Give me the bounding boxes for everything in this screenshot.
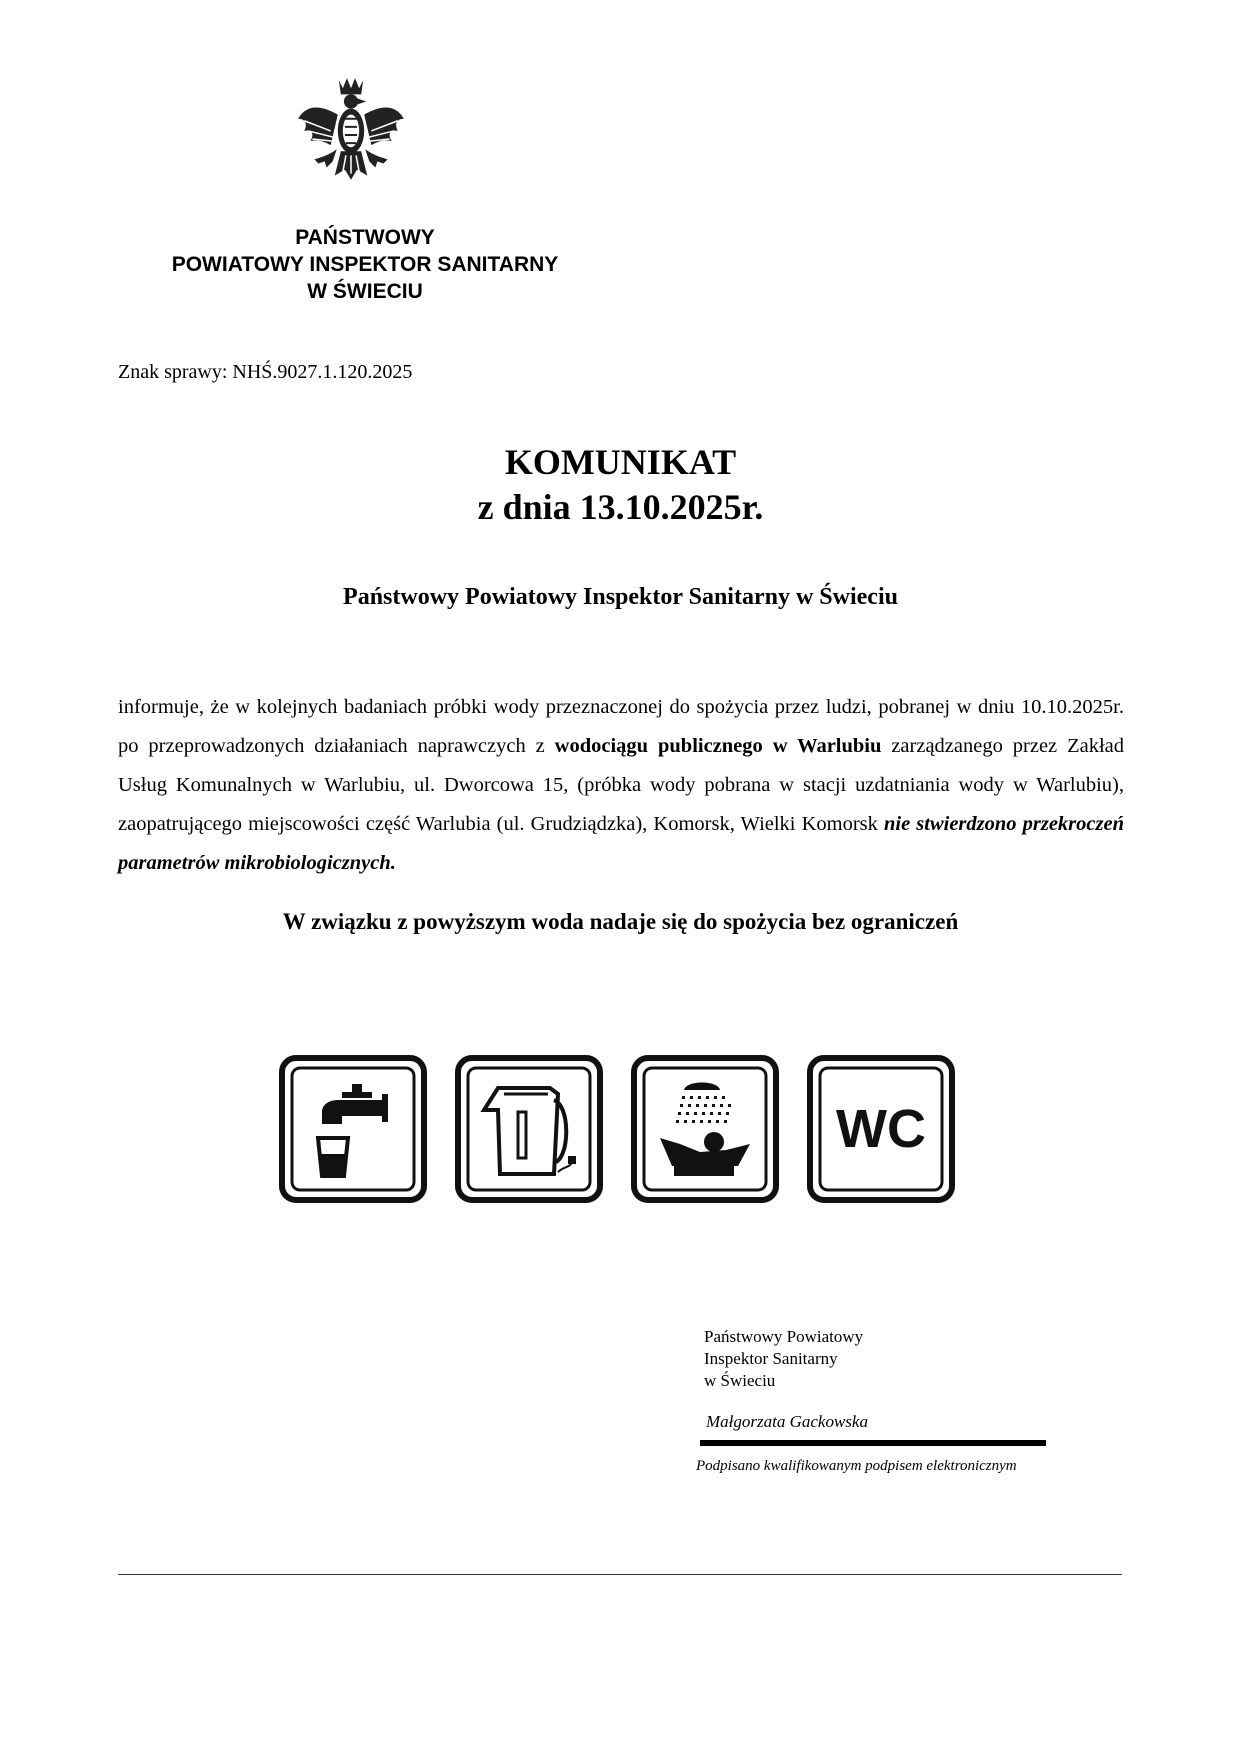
body-result-statement: nie stwierdzono przekroczeń parametrów mikrobiologicznych. [118, 813, 1124, 874]
signatory-block [704, 1326, 863, 1392]
document-title [0, 440, 1241, 530]
wc-icon [806, 1054, 956, 1204]
drinking-water-tap-icon [278, 1054, 428, 1204]
signer-name: Małgorzata Gackowska [706, 1412, 868, 1431]
kettle-icon [454, 1054, 604, 1204]
signatory-line-1: Państwowy Powiatowy [704, 1327, 864, 1346]
issuer-line-3: W ŚWIECIU [307, 280, 423, 303]
signature-line [700, 1440, 1046, 1446]
announcement-body [118, 688, 1124, 883]
issuer-line-1: PAŃSTWOWY [295, 226, 435, 249]
body-text-part-2: zarządzanego przez Zakład Usług Komunalnych w Warlubiu, ul. Dworcowa 15, (próbka wody pobrana w stacji uzdatniania wody w Warlubiu), zaopatrującego miejscowości część Warlubia (ul. Grudziądzka), Komorsk, Wielki Komorsk [118, 735, 1124, 835]
water-usage-icons [278, 1054, 958, 1214]
conclusion-statement: W związku z powyższym woda nadaje się do spożycia bez ograniczeń [282, 909, 959, 934]
title-date: z dnia 13.10.2025r. [477, 487, 764, 527]
signatory-line-3: w Świeciu [704, 1371, 776, 1390]
title-line-1: KOMUNIKAT [504, 442, 737, 482]
case-reference: Znak sprawy: NHŚ.9027.1.120.2025 [118, 361, 413, 383]
eagle-emblem-icon [290, 74, 412, 196]
body-text-part-1: informuje, że w kolejnych badaniach próbki wody przeznaczonej do spożycia przez ludzi, pobranej w dniu 10.10.2025r. po przeprowadzonych działaniach naprawczych z [118, 696, 1124, 757]
bath-shower-icon [630, 1054, 780, 1204]
wc-label: WC [836, 1099, 926, 1159]
signatory-line-2: Inspektor Sanitarny [704, 1349, 838, 1368]
body-water-supply-name: wodociągu publicznego w Warlubiu [554, 735, 882, 757]
issuer-line-2: POWIATOWY INSPEKTOR SANITARNY [171, 253, 559, 276]
issuer-header [130, 224, 600, 305]
authority-heading: Państwowy Powiatowy Inspektor Sanitarny w Świeciu [343, 584, 898, 610]
footer-divider [118, 1574, 1122, 1575]
electronic-signature-note: Podpisano kwalifikowanym podpisem elektronicznym [696, 1458, 1017, 1474]
